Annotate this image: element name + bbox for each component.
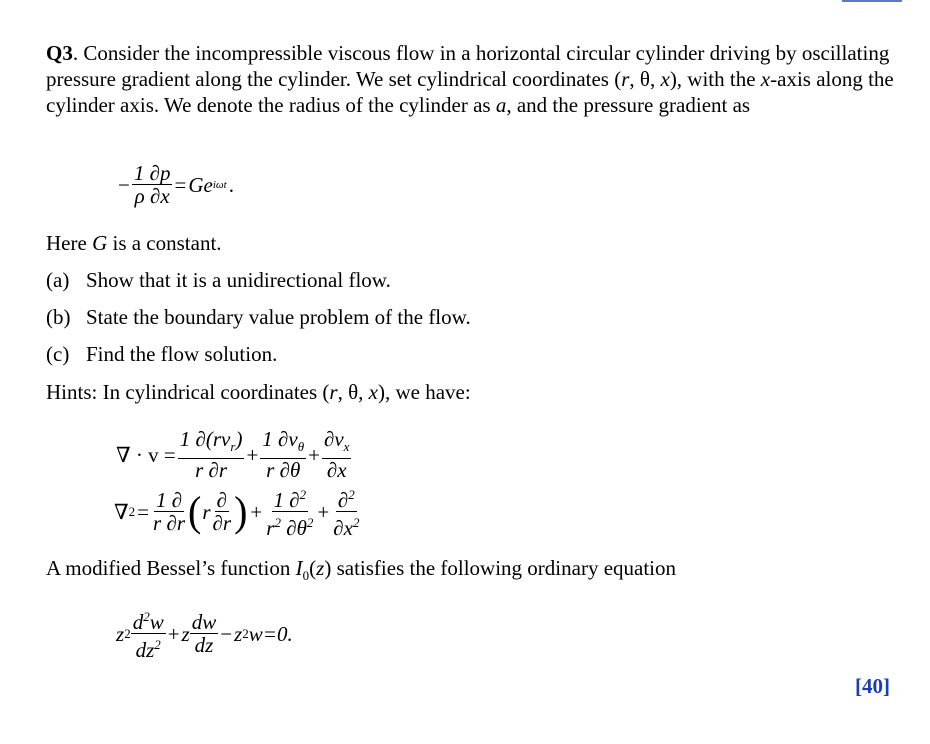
bessel-equation: z 2 $\frac{d^2w}{dz^2}$ + z $\frac{dw}{dz}$ − z 2 w=0. [116,606,293,661]
points-value: [40] [855,674,890,698]
divergence-formula: ∇ · v = $\frac{1 \partial(rv_r)}{r \partial r}$ + $\frac{1 \partial v_\theta}{r \partial\theta}$ + $\frac{\partial v_x}{\partial x}$ [116,427,350,483]
part-a: (a) Show that it is a unidirectional flow. [46,268,391,292]
constant-statement: Here G is a constant. [46,231,222,255]
question-paragraph: Q3. Consider the incompressible viscous flow in a horizontal circular cylinder driving by oscillating pressure gradient along the cylinder. We set cylindrical coordinates (r, θ, x), with the x-axis along the cylinder axis. We denote the radius of the cylinder as a, and the pressure gradient as [46,41,894,117]
part-c: (c) Find the flow solution. [46,342,278,366]
pressure-fraction: $\frac{1 \partial p}{\rho \partial x}$ [133,161,171,208]
laplacian-formula: ∇ 2 = $\frac{1 \partial}{r \partial r}$ ( r $\frac{\partial}{\partial r}$ ) + $\frac{1 \partial^2}{r^2 \partial\theta^2}$ + $\frac{\partial^2}{\partial x^2}$ [114,484,361,539]
pressure-gradient-equation: − $\frac{1 \partial p}{\rho \partial x}$ = Ge iωt . [118,161,234,208]
part-b: (b) State the boundary value problem of the flow. [46,305,471,329]
question-number: Q3 [46,41,73,65]
hints-intro: Hints: In cylindrical coordinates (r, θ, x), we have: [46,380,471,404]
bessel-statement: A modified Bessel’s function $I_0(z)$ satisfies the following ordinary equation [46,556,677,584]
page-corner-mark [842,0,902,5]
